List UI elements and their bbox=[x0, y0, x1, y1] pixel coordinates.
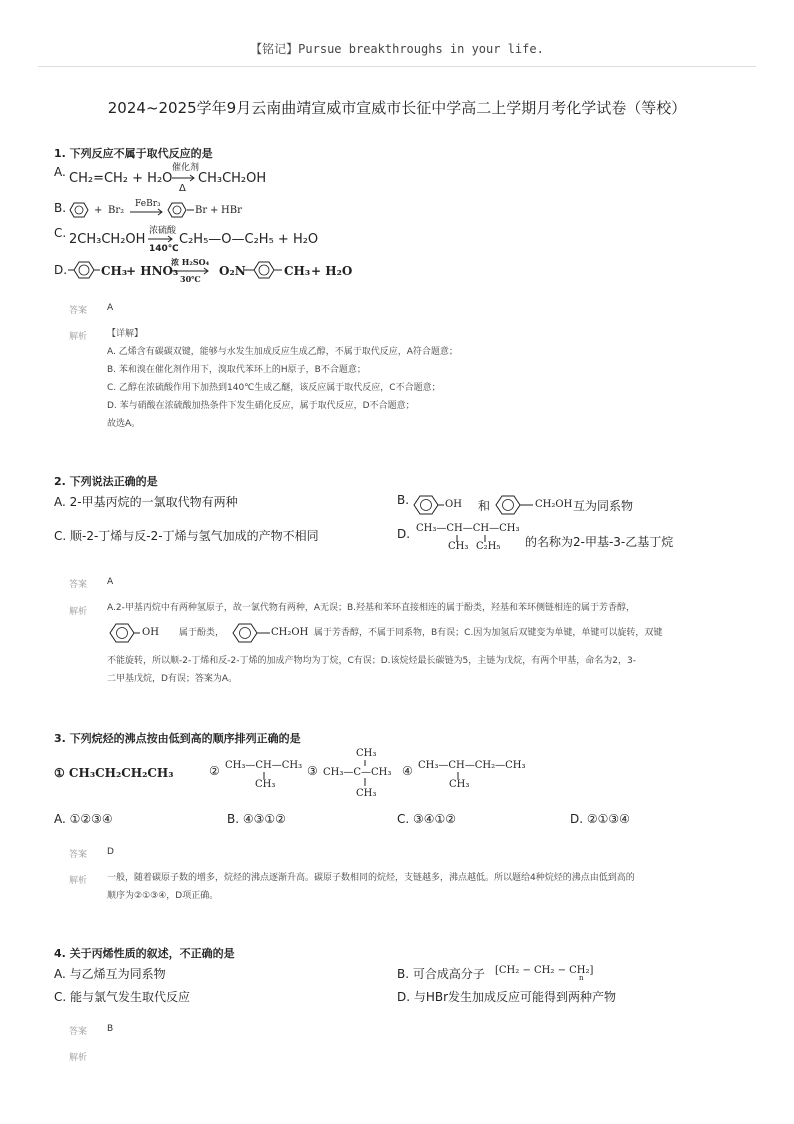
q4-answer-label: 答案 bbox=[69, 1027, 88, 1037]
toluene-ring-icon bbox=[68, 260, 100, 280]
q2-analysis-line: 属于芳香醇，不属于同系物，B有误；C.因为加氢后双键变为单键，单键可以旋转，双键 bbox=[314, 628, 663, 638]
header-motto: 【铭记】Pursue breakthroughs in your life. bbox=[250, 42, 544, 56]
phenol-ring-icon bbox=[414, 494, 444, 516]
benzene-ring-icon bbox=[167, 202, 187, 218]
q1-analysis-label: 解析 bbox=[69, 332, 88, 342]
q2-option-d-ethyl: C₂H₅ bbox=[476, 541, 501, 552]
q1-answer-value: A bbox=[107, 303, 114, 313]
q2-option-a: A. 2-甲基丙烷的一氯取代物有两种 bbox=[54, 495, 238, 509]
q1-option-a-arrow bbox=[172, 174, 198, 182]
nitrotoluene-ring-icon bbox=[244, 260, 282, 280]
q1-option-c-reactant: 2CH₃CH₂OH bbox=[69, 232, 146, 247]
q1-option-c-product: C₂H₅—O—C₂H₅ + H₂O bbox=[179, 232, 319, 247]
q1-option-b-catalyst: FeBr₃ bbox=[135, 199, 161, 209]
q3-structure-2-number: ② bbox=[209, 764, 220, 778]
q2-analysis-label: 解析 bbox=[69, 607, 88, 617]
q1-option-b-hbr: HBr bbox=[221, 205, 242, 216]
q2-option-b-letter: B. bbox=[397, 493, 410, 507]
q3-structure-3-bottom-methyl: CH₃ bbox=[356, 788, 377, 799]
q2-option-d-tail: 的名称为2-甲基-3-乙基丁烷 bbox=[525, 535, 674, 549]
q1-analysis-line: 故选A。 bbox=[107, 419, 141, 429]
q3-option-b: B. ④③①② bbox=[227, 812, 286, 826]
q1-option-b-plus: + bbox=[94, 205, 103, 216]
q3-structure-4-chain: CH₃—CH—CH₂—CH₃ bbox=[418, 760, 526, 771]
q4-option-c: C. 能与氯气发生取代反应 bbox=[54, 990, 191, 1004]
q4-answer-value: B bbox=[107, 1024, 114, 1034]
q3-analysis-line: 顺序为②①③④，D项正确。 bbox=[107, 891, 219, 901]
q2-analysis-line: 不能旋转，所以顺-2-丁烯和反-2-丁烯的加成产物均为丁烷，C有误；D.该烷烃最长碳链为5，主链为戊烷，有两个甲基，命名为2，3- bbox=[107, 656, 636, 666]
q1-option-d-letter: D. bbox=[54, 263, 68, 277]
q3-analysis-label: 解析 bbox=[69, 876, 88, 886]
q1-answer-label: 答案 bbox=[69, 306, 88, 316]
header-divider bbox=[38, 66, 756, 67]
benzene-ring-icon bbox=[69, 202, 89, 218]
q4-stem: 4. 关于丙烯性质的叙述，不正确的是 bbox=[54, 947, 235, 960]
q1-option-d-nitric-acid: + HNO₃ bbox=[126, 264, 179, 278]
q1-analysis-line: B. 苯和溴在催化剂作用下，溴取代苯环上的H原子，B不合题意； bbox=[107, 365, 366, 375]
q1-option-a-condition-top: 催化剂 bbox=[172, 163, 200, 173]
q1-option-d-condition-top: 浓 H₂SO₄ bbox=[171, 257, 210, 267]
q3-structure-4-methyl: CH₃ bbox=[449, 779, 470, 790]
q1-option-b-letter: B. bbox=[54, 201, 67, 215]
q2-analysis-line: A.2-甲基丙烷中有两种氢原子，故一氯代物有两种，A无误；B.羟基和苯环直接相连的属于酚类，羟基和苯环侧链相连的属于芳香醇， bbox=[107, 603, 636, 613]
q3-structure-3-top-methyl: CH₃ bbox=[356, 748, 377, 759]
q3-structure-4-number: ④ bbox=[402, 764, 413, 778]
phenol-ring-icon bbox=[110, 622, 140, 644]
q2-option-b-and: 和 bbox=[478, 499, 491, 513]
q2-analysis-ch2oh: CH₂OH bbox=[271, 627, 309, 638]
q2-analysis-phenol-text: 属于酚类， bbox=[179, 628, 225, 638]
q2-analysis-hydroxyl: OH bbox=[142, 627, 159, 638]
q1-option-a-product: CH₃CH₂OH bbox=[198, 171, 267, 186]
q1-option-b-plus2: + bbox=[210, 205, 219, 216]
q2-option-b-tail: 互为同系物 bbox=[573, 499, 634, 513]
q4-analysis-label: 解析 bbox=[69, 1053, 88, 1063]
q3-structure-3-number: ③ bbox=[307, 764, 318, 778]
q2-option-b-hydroxyl: OH bbox=[445, 499, 462, 510]
q3-stem: 3. 下列烷烃的沸点按由低到高的顺序排列正确的是 bbox=[54, 732, 301, 745]
q1-option-c-arrow bbox=[148, 235, 176, 243]
q4-option-d: D. 与HBr发生加成反应可能得到两种产物 bbox=[397, 990, 617, 1004]
q2-option-d-chain: CH₃—CH—CH—CH₃ bbox=[416, 523, 520, 534]
q2-answer-label: 答案 bbox=[69, 580, 88, 590]
q3-structure-2-methyl: CH₃ bbox=[255, 779, 276, 790]
q3-answer-value: D bbox=[107, 847, 114, 857]
q1-option-a-reactants: CH₂=CH₂ + H₂O bbox=[69, 171, 173, 186]
q1-analysis-line: 【详解】 bbox=[107, 329, 144, 339]
benzyl-alcohol-ring-icon bbox=[233, 622, 271, 644]
q1-option-d-water: + H₂O bbox=[311, 264, 353, 278]
q2-option-d-letter: D. bbox=[397, 527, 411, 541]
q1-stem: 1. 下列反应不属于取代反应的是 bbox=[54, 147, 213, 160]
q1-option-c-condition-top: 浓硫酸 bbox=[149, 226, 177, 236]
q1-option-b-arrow bbox=[130, 209, 164, 215]
q1-analysis-line: A. 乙烯含有碳碳双键，能够与水发生加成反应生成乙醇，不属于取代反应，A符合题意； bbox=[107, 347, 458, 357]
q4-option-a: A. 与乙烯互为同系物 bbox=[54, 967, 166, 981]
q3-analysis-line: 一般，随着碳原子数的增多，烷烃的沸点逐渐升高。碳原子数相同的烷烃，支链越多，沸点越低。所以题给4种烷烃的沸点由低到高的 bbox=[107, 873, 635, 883]
q1-option-a-condition-bottom: Δ bbox=[179, 183, 186, 194]
benzyl-alcohol-ring-icon bbox=[496, 494, 534, 516]
q2-analysis-line: 二甲基戊烷，D有误；答案为A。 bbox=[107, 674, 238, 684]
q1-option-c-letter: C. bbox=[54, 226, 67, 240]
q3-option-d: D. ②①③④ bbox=[570, 812, 630, 826]
q3-option-a: A. ①②③④ bbox=[54, 812, 113, 826]
q1-option-b-br-product: Br bbox=[195, 205, 208, 216]
q3-structure-3-chain: CH₃—C—CH₃ bbox=[323, 767, 392, 778]
q1-option-a-letter: A. bbox=[54, 165, 66, 179]
bond-line bbox=[187, 209, 195, 211]
q3-structure-1: ① CH₃CH₂CH₂CH₃ bbox=[54, 766, 174, 780]
q1-analysis-line: C. 乙醇在浓硫酸作用下加热到140℃生成乙醚，该反应属于取代反应，C不合题意； bbox=[107, 383, 441, 393]
q1-analysis-line: D. 苯与硝酸在浓硫酸加热条件下发生硝化反应，属于取代反应，D不合题意； bbox=[107, 401, 415, 411]
q4-option-b-polymer: [CH₂ − CH₂ − CH₂] bbox=[495, 965, 594, 976]
q2-option-b-ch2oh: CH₂OH bbox=[535, 499, 573, 510]
q3-option-c: C. ③④①② bbox=[397, 812, 457, 826]
q2-option-c: C. 顺-2-丁烯与反-2-丁烯与氢气加成的产物不相同 bbox=[54, 529, 319, 543]
q1-option-d-methyl-product: CH₃ bbox=[284, 264, 311, 278]
q1-option-d-condition-bottom: 30℃ bbox=[180, 274, 201, 284]
q3-structure-2-chain: CH₃—CH—CH₃ bbox=[225, 760, 303, 771]
q2-stem: 2. 下列说法正确的是 bbox=[54, 475, 158, 488]
q2-option-d-methyl: CH₃ bbox=[448, 541, 469, 552]
q4-option-b: B. 可合成高分子 bbox=[397, 967, 485, 981]
q1-option-d-methyl: CH₃ bbox=[101, 264, 128, 278]
q1-option-c-condition-bottom: 140℃ bbox=[149, 244, 179, 254]
page-title: 2024~2025学年9月云南曲靖宣威市宣威市长征中学高二上学期月考化学试卷（等校） bbox=[107, 99, 687, 117]
q4-option-b-subscript: n bbox=[579, 974, 584, 982]
q3-answer-label: 答案 bbox=[69, 850, 88, 860]
q1-option-d-nitro: O₂N bbox=[219, 264, 246, 278]
q2-answer-value: A bbox=[107, 577, 114, 587]
q1-option-b-bromine: Br₂ bbox=[108, 205, 125, 216]
